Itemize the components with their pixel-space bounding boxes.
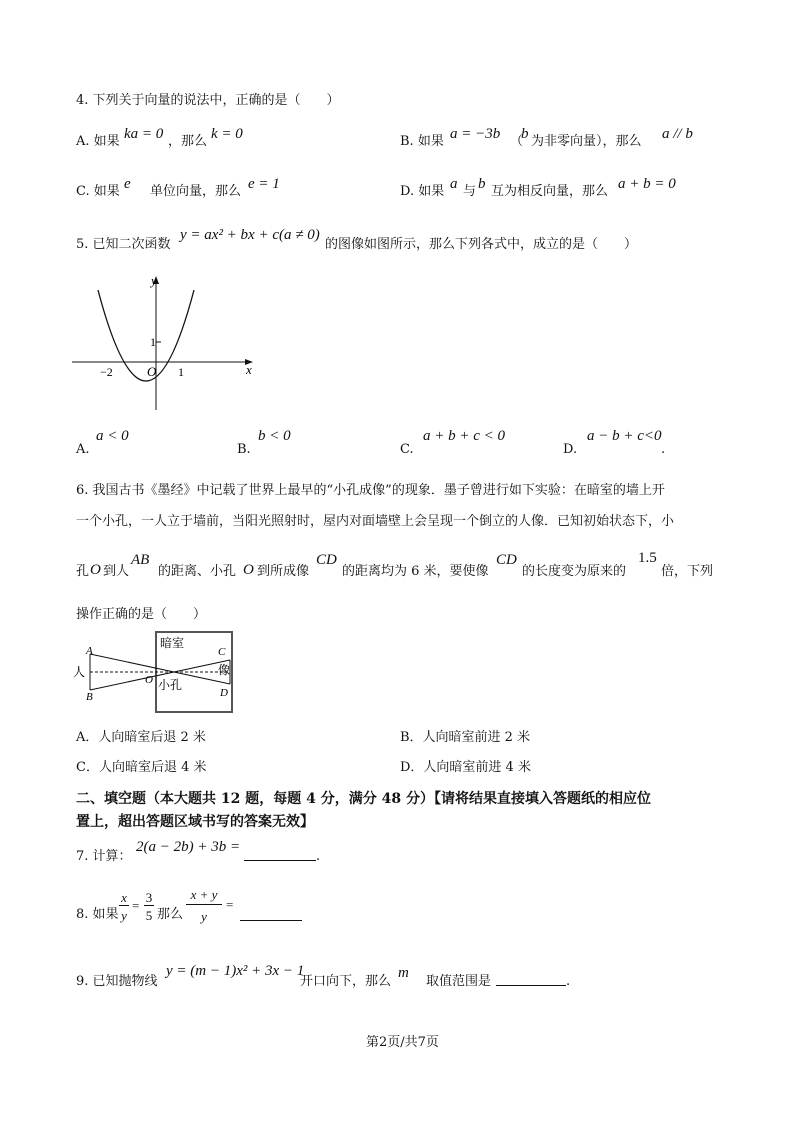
q9-answer-blank[interactable] [496, 973, 566, 986]
q8-label: 8. 如果 [76, 907, 119, 922]
label-d: D [220, 687, 228, 699]
q5-stem-post: 的图像如图所示，那么下列各式中，成立的是（ ） [325, 237, 638, 252]
q5-option-d-label: D. [563, 442, 578, 457]
q6-line3-cd1: CD [316, 552, 337, 568]
label-darkroom: 暗室 [160, 636, 185, 650]
q8-frac1-num: x [121, 890, 127, 905]
q6-line3-g: 倍，下列 [661, 564, 714, 579]
q6-line3-d: 到所成像 [257, 564, 310, 579]
q7-label: 7. 计算： [76, 849, 132, 864]
q6-option-b: B．人向暗室前进 2 米 [400, 730, 531, 745]
q6-line2: 一个小孔，一人立于墙前，当阳光照射时，屋内对面墙壁上会呈现一个倒立的人像．已知初始状态下，小 [76, 514, 675, 529]
q6-line4: 操作正确的是（ ） [76, 607, 207, 622]
q6-line3-a: 孔 [76, 564, 90, 579]
page-footer: 第2页/共7页 [366, 1035, 439, 1050]
q6-line3-o2: O [243, 562, 254, 578]
q5-option-b-math: b < 0 [258, 428, 291, 444]
q8-frac1-den: y [121, 908, 127, 923]
q8-frac3-den: y [201, 909, 207, 924]
label-person: 人 [73, 665, 86, 679]
q6-line1: 6. 我国古书《墨经》中记载了世界上最早的“小孔成像”的现象．墨子曾进行如下实验：在暗室的墙上开 [76, 483, 665, 498]
q4-option-b-math1: a = −3b [450, 126, 501, 142]
q6-line3-ratio: 1.5 [638, 550, 657, 566]
q8-frac1-bar [119, 905, 129, 906]
graph-y-label: y [151, 273, 157, 288]
q4-option-a-mid: ，那么 [168, 134, 208, 149]
q6-option-c: C．人向暗室后退 4 米 [76, 760, 207, 775]
q6-line3-f: 的长度变为原来的 [522, 564, 627, 579]
label-a: A [86, 645, 93, 657]
q6-option-d: D．人向暗室前进 4 米 [400, 760, 531, 775]
q8-frac3-num: x + y [190, 887, 218, 902]
q8-frac2-den: 5 [145, 908, 153, 923]
q4-option-b-mid: 为非零向量），那么 [531, 134, 642, 149]
graph-x-label: x [246, 362, 252, 377]
q8-eq: = [132, 898, 140, 913]
q8-eq2: = [226, 897, 234, 912]
q4-option-c-math2: e = 1 [248, 176, 280, 192]
label-o: O [145, 674, 153, 686]
q9-mid: 开口向下，那么 [300, 974, 392, 989]
q5-option-d-math: a − b + c<0 [587, 428, 662, 444]
q6-option-a: A．人向暗室后退 2 米 [76, 730, 206, 745]
q4-option-d-mid2: 互为相反向量，那么 [491, 184, 609, 199]
label-b: B [86, 691, 93, 703]
q6-line3-c: 的距离、小孔 [158, 564, 237, 579]
q6-line3-e: 的距离均为 6 米，要使像 [342, 564, 489, 579]
q4-option-c-mid: 单位向量，那么 [150, 184, 242, 199]
q5-option-d-end: . [661, 442, 666, 457]
section2-heading-line2: 置上，超出答题区域书写的答案无效】 [76, 814, 314, 830]
q6-line3-ab: AB [131, 552, 150, 568]
graph-tick-1-x: 1 [178, 365, 184, 379]
label-image: 像 [218, 663, 231, 677]
q9-label: 9. 已知抛物线 [76, 974, 158, 989]
q4-option-a-math2: k = 0 [211, 126, 243, 142]
q8-answer-blank[interactable] [240, 908, 302, 921]
q9-math: y = (m − 1)x² + 3x − 1 [166, 963, 305, 979]
q5-option-a-label: A. [76, 442, 90, 457]
q7-end: . [316, 849, 321, 864]
q5-stem-pre: 5. 已知二次函数 [76, 237, 171, 252]
q4-option-c-math1: e [124, 176, 131, 192]
q6-line3-b: 到人 [103, 564, 130, 579]
q4-option-d-math2: b [478, 176, 486, 192]
q5-option-a-math: a < 0 [96, 428, 129, 444]
q4-option-d-math3: a + b = 0 [618, 176, 676, 192]
q4-option-c-label: C. 如果 [76, 184, 120, 199]
q9-post: 取值范围是 [426, 974, 492, 989]
q6-line3-o1: O [90, 562, 101, 578]
q5-parabola-graph [70, 270, 270, 410]
q5-option-c-math: a + b + c < 0 [423, 428, 506, 444]
q4-option-b-paren: （ [510, 134, 524, 149]
q4-option-d-label: D. 如果 [400, 184, 445, 199]
q9-end: . [566, 974, 571, 989]
q5-formula: y = ax² + bx + c(a ≠ 0) [180, 227, 320, 243]
q9-m: m [398, 965, 409, 981]
q7-math: 2(a − 2b) + 3b = [136, 839, 241, 855]
q8-frac2-num: 3 [145, 890, 153, 905]
q8-frac3-bar [186, 904, 222, 905]
q4-stem: 4. 下列关于向量的说法中，正确的是（ ） [76, 93, 340, 108]
q5-option-b-label: B. [237, 442, 251, 457]
q6-pinhole-figure [70, 628, 240, 718]
graph-tick-neg2: −2 [100, 365, 113, 379]
q8-mid: 那么 [157, 907, 184, 922]
q4-option-a-label: A. 如果 [76, 134, 120, 149]
graph-tick-1-y: 1 [150, 335, 156, 349]
q8-frac2-bar [144, 905, 154, 906]
label-pinhole: 小孔 [158, 678, 183, 692]
q4-option-a-math1: ka = 0 [124, 126, 164, 142]
q4-option-d-mid1: 与 [463, 184, 477, 199]
section2-heading-line1: 二、填空题（本大题共 12 题，每题 4 分，满分 48 分）【请将结果直接填入答题纸的相应位 [76, 791, 651, 807]
q5-option-c-label: C. [400, 442, 414, 457]
q7-answer-blank[interactable] [244, 848, 316, 861]
q4-option-b-math2: b [521, 126, 529, 142]
q4-option-b-math3: a // b [662, 126, 693, 142]
q6-line3-cd2: CD [496, 552, 517, 568]
graph-origin: O [147, 364, 157, 379]
label-c: C [218, 646, 226, 658]
q4-option-b-label: B. 如果 [400, 134, 444, 149]
q4-option-d-math1: a [450, 176, 458, 192]
